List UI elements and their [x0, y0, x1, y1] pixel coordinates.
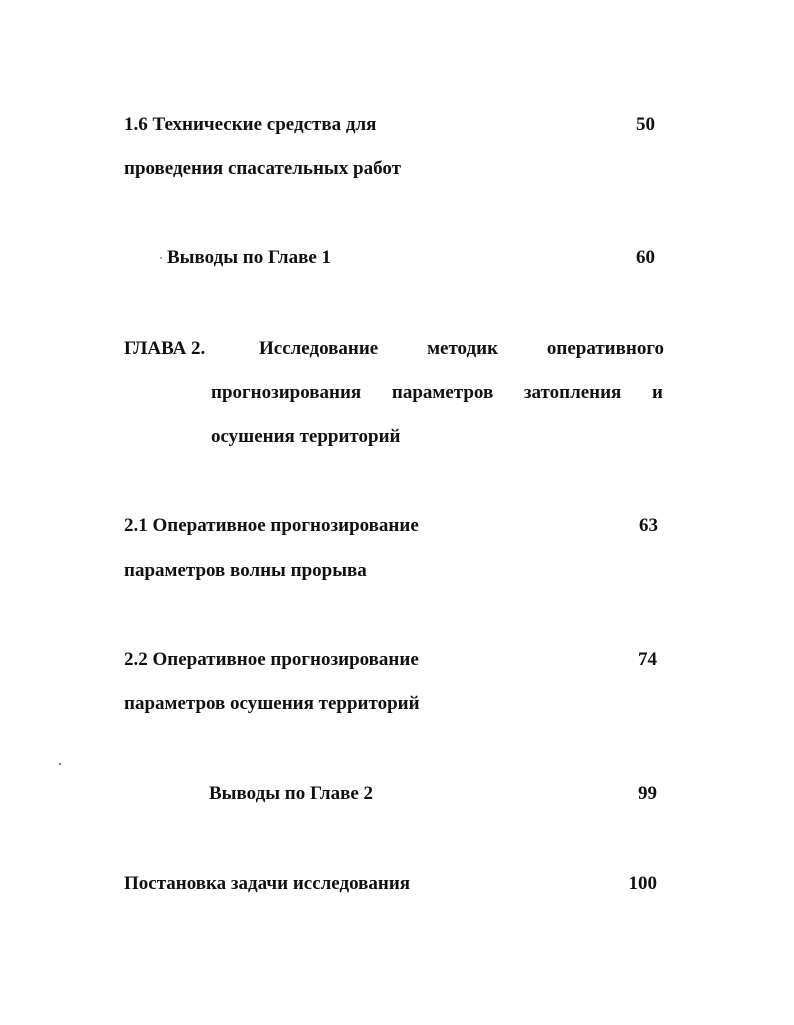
- chapter-2-title-word: Исследование: [259, 338, 379, 359]
- chapter-2-title-word: затопления: [523, 382, 622, 403]
- toc-problem-statement-page: 100: [628, 873, 657, 894]
- chapter-2-title-line3: осушения территорий: [211, 426, 401, 447]
- chapter-2-label: ГЛАВА 2.: [124, 338, 206, 359]
- toc-conclusions-ch2-page: 99: [638, 783, 657, 804]
- toc-entry-2-2-page: 74: [638, 649, 657, 670]
- toc-problem-statement: Постановка задачи исследования: [124, 873, 411, 894]
- scan-speck: [160, 257, 162, 259]
- chapter-2-title-word: прогнозирования: [211, 382, 362, 403]
- chapter-2-title-word: методик: [427, 338, 499, 359]
- toc-conclusions-ch1-page: 60: [636, 247, 655, 268]
- toc-entry-2-1-line2: параметров волны прорыва: [124, 560, 367, 581]
- toc-entry-1-6-page: 50: [636, 114, 655, 135]
- toc-conclusions-ch1: Выводы по Главе 1: [167, 247, 332, 268]
- toc-entry-2-1-page: 63: [639, 515, 658, 536]
- scan-speck: [59, 763, 61, 765]
- toc-entry-1-6-line1: 1.6 Технические средства для: [124, 114, 377, 135]
- chapter-2-title-line2: [211, 383, 663, 402]
- toc-conclusions-ch2: Выводы по Главе 2: [209, 783, 374, 804]
- toc-entry-2-2-line2: параметров осушения территорий: [124, 693, 420, 714]
- chapter-2-title-word: параметров: [391, 382, 494, 403]
- chapter-2-title-line1: [259, 339, 664, 358]
- toc-entry-1-6-line2: проведения спасательных работ: [124, 158, 401, 179]
- chapter-2-title-word: оперативного: [546, 338, 664, 359]
- toc-entry-2-2-line1: 2.2 Оперативное прогнозирование: [124, 649, 419, 670]
- toc-entry-2-1-line1: 2.1 Оперативное прогнозирование: [124, 515, 419, 536]
- chapter-2-title-word: и: [652, 382, 663, 403]
